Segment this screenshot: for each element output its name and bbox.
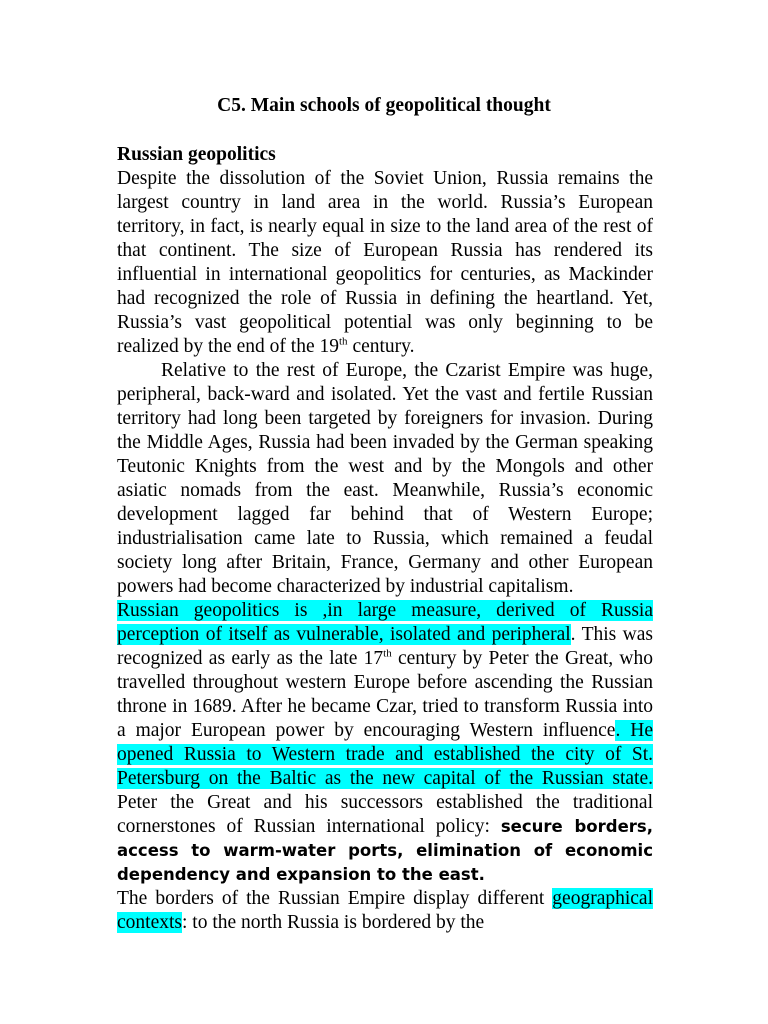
superscript-th: th [339, 335, 348, 348]
paragraph-1-end: century. [347, 336, 415, 357]
section-heading: Russian geopolitics [117, 144, 276, 165]
paragraph-4-text-1: The borders of the Russian Empire display different [117, 888, 553, 909]
paragraph-4 [117, 887, 653, 935]
document-body [117, 143, 653, 935]
paragraph-3-text-3: Peter the Great and his successors established the traditional cornerstones of Russian international policy: [117, 792, 653, 837]
page-title: C5. Main schools of geopolitical thought [217, 95, 551, 116]
highlight-2: . He opened Russia to Western trade and established the city of St. Petersburg on the Baltic as the new capital of the Russian state. [117, 720, 653, 789]
highlight-1: Russian geopolitics is ,in large measure, derived of Russia perception of itself as vulnerable, isolated and peripheral [117, 600, 653, 645]
superscript-th: th [383, 647, 392, 660]
paragraph-3 [117, 599, 653, 887]
highlight-3: geographical contexts [117, 888, 653, 933]
paragraph-1 [117, 167, 653, 359]
paragraph-4-text-2: : to the north Russia is bordered by the [181, 912, 485, 933]
paragraph-3-text-2: century by Peter the Great, who travelled throughout western Europe before ascending the Russian throne in 1689. After he became Czar, tried to transform Russia into a major European power by encouraging Western influence [117, 648, 653, 741]
paragraph-3-text-1: . This was recognized as early as the late 17 [117, 624, 653, 669]
paragraph-1-text: Despite the dissolution of the Soviet Union, Russia remains the largest country in land area in the world. Russia’s European territory, in fact, is nearly equal in size to the land area of the rest of that continent. The size of European Russia has rendered its influential in international geopolitics for centuries, as Mackinder had recognized the role of Russia in defining the heartland. Yet, Russia’s vast geopolitical potential was only beginning to be realized by the end of the 19 [117, 168, 653, 357]
bold-cornerstones: secure borders, access to warm-water ports, elimination of economic dependency and expansion to the east. [117, 817, 653, 884]
paragraph-2: Relative to the rest of Europe, the Czarist Empire was huge, peripheral, back-ward and isolated. Yet the vast and fertile Russian territory had long been targeted by foreigners for invasion. During the Middle Ages, Russia had been invaded by the German speaking Teutonic Knights from the west and by the Mongols and other asiatic nomads from the east. Meanwhile, Russia’s economic development lagged far behind that of Western Europe; industrialisation came late to Russia, which remained a feudal society long after Britain, France, Germany and other European powers had become characterized by industrial capitalism. [117, 360, 653, 597]
